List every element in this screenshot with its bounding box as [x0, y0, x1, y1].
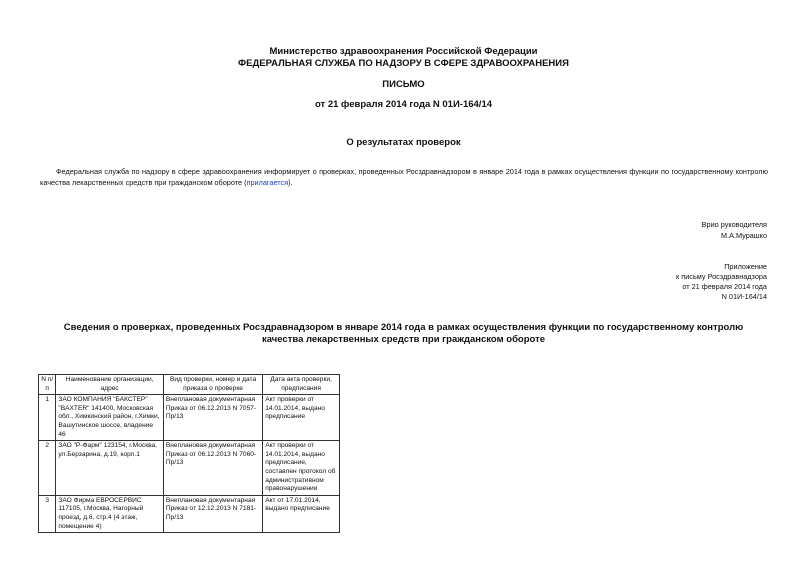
header-act-date: Дата акта проверки, предписания [263, 375, 340, 395]
header-number: N п/п [39, 375, 56, 395]
cell-check-type: Внеплановая документарная Приказ от 12.12.2013 N 7181-Пр/13 [163, 495, 262, 532]
document-subject: О результатах проверок [346, 137, 461, 148]
table-row [39, 495, 340, 532]
letter-body-text: Федеральная служба по надзору в сфере здравоохранения информирует о проверках, проведенных Росздравнадзором в январе 2014 года в рамках осуществления функции по государственному контролю качества лекарственных средств при гражданском обороте ( [40, 167, 768, 187]
cell-organization: ЗАО "Р-Фарм" 123154, г.Москва, ул.Берзарина, д.19, корп.1 [56, 441, 164, 496]
document-type: ПИСЬМО [382, 79, 425, 90]
signature-name: М.А.Мурашко [720, 231, 767, 240]
document-date-number: от 21 февраля 2014 года N 01И-164/14 [314, 99, 493, 110]
cell-act: Акт проверки от 14.01.2014, выдано предписание, составлен протокол об административном правонарушении [263, 441, 340, 496]
header-check-type: Вид проверки, номер и дата приказа о проверке [163, 375, 262, 395]
service-name: ФЕДЕРАЛЬНАЯ СЛУЖБА ПО НАДЗОРУ В СФЕРЕ ЗДРАВООХРАНЕНИЯ [238, 58, 569, 69]
signature-role: Врио руководителя [701, 220, 767, 229]
appendix-heading: Сведения о проверках, проведенных Росздравнадзором в январе 2014 года в рамках осуществления функции по государственному контролю качества лекарственных средств при гражданском обороте [63, 322, 744, 345]
cell-number: 2 [39, 441, 56, 496]
letter-body-text-end: ). [288, 178, 293, 187]
appendix-ref-line3: N 01И-164/14 [721, 292, 767, 301]
header-organization: Наименование организации, адрес [56, 375, 164, 395]
appendix-link[interactable]: прилагается [246, 178, 289, 187]
cell-act: Акт от 17.01.2014, выдано предписание [263, 495, 340, 532]
table-row [39, 395, 340, 441]
cell-organization: ЗАО Фирма ЕВРОСЕРВИС 117105, г.Москва, Нагорный проезд, д.6, стр.4 (4 этаж, помещение 4) [56, 495, 164, 532]
inspections-table [38, 374, 340, 533]
ministry-name: Министерство здравоохранения Российской Федерации [269, 46, 538, 57]
cell-organization: ЗАО КОМПАНИЯ "БАКСТЕР" "BAXTER" 141400, Московская обл., Химкинский район, г.Химки, Вашутинское шоссе, владение 46 [56, 395, 164, 441]
appendix-ref-line1: к письму Росздравнадзора [676, 272, 767, 281]
cell-check-type: Внеплановая документарная Приказ от 06.12.2013 N 7060-Пр/13 [163, 441, 262, 496]
letter-body [40, 166, 768, 188]
table-header-row [39, 375, 340, 395]
cell-check-type: Внеплановая документарная Приказ от 06.12.2013 N 7057-Пр/13 [163, 395, 262, 441]
cell-number: 1 [39, 395, 56, 441]
table-row [39, 441, 340, 496]
appendix-ref-line2: от 21 февраля 2014 года [682, 282, 767, 291]
cell-act: Акт проверки от 14.01.2014, выдано предписание [263, 395, 340, 441]
appendix-title: Приложение [724, 262, 767, 271]
cell-number: 3 [39, 495, 56, 532]
